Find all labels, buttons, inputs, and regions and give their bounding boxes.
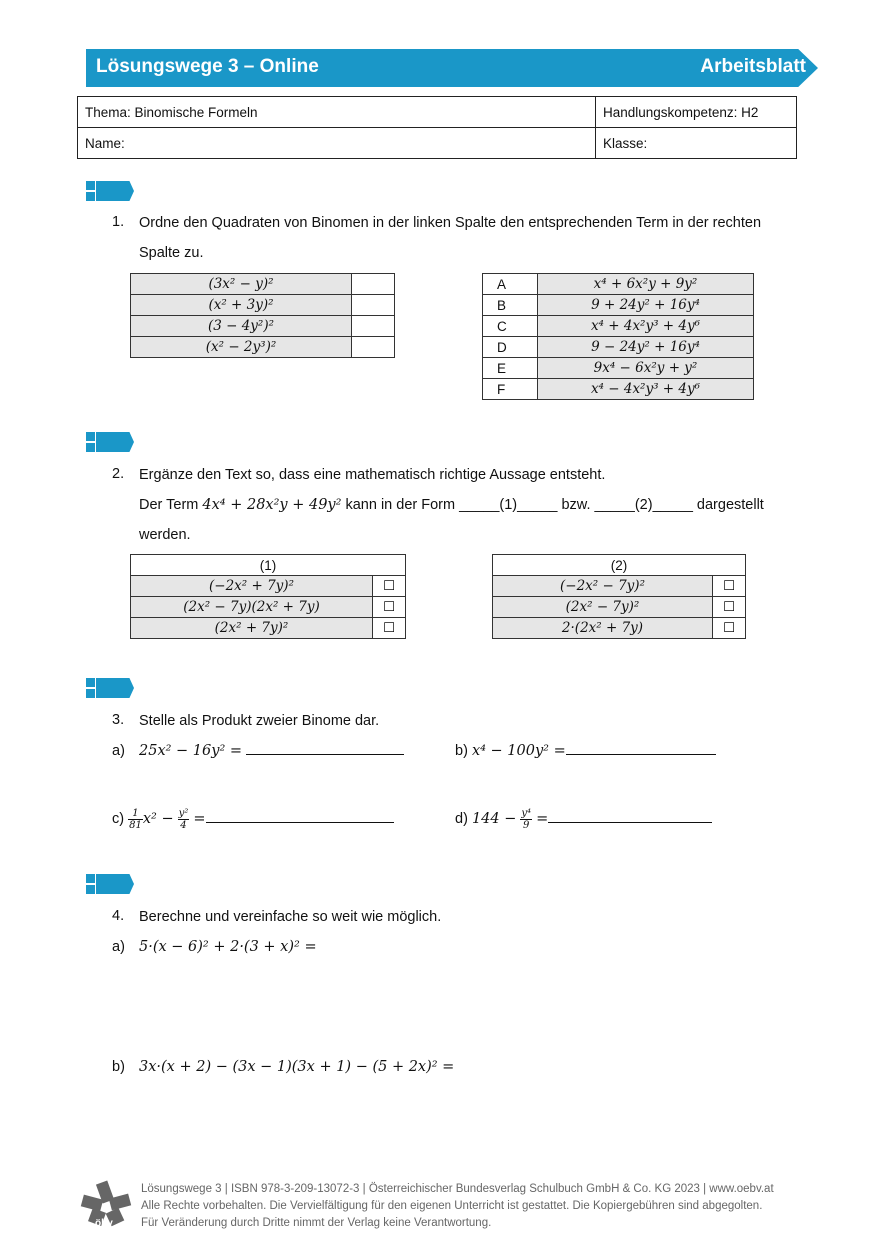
binomial-term: (x² + 3y)²: [131, 295, 352, 316]
topic-cell: Thema: Binomische Formeln: [78, 97, 596, 128]
answer-line[interactable]: [246, 754, 404, 755]
q1-left-table: [130, 273, 395, 358]
subtask-label: d): [455, 811, 468, 827]
checkbox[interactable]: ☐: [373, 597, 406, 618]
given-term: 4x⁴ + 28x²y + 49y²: [202, 497, 342, 513]
choice-term: 2·(2x² + 7y): [493, 618, 713, 639]
subtask-a: [139, 736, 404, 766]
option-term: 9 + 24y² + 16y⁴: [538, 295, 754, 316]
answer-line[interactable]: [206, 822, 394, 823]
subtask-label: b): [455, 743, 468, 759]
answer-cell[interactable]: [352, 295, 395, 316]
competence-cell: Handlungskompetenz: H2: [596, 97, 797, 128]
header-doc-type: Arbeitsblatt: [700, 56, 806, 77]
question-text: [139, 460, 829, 550]
subtask-c: [112, 804, 394, 834]
question-text: [139, 208, 819, 268]
choice-term: (2x² − 7y)(2x² + 7y): [131, 597, 373, 618]
table-header: (2): [493, 555, 746, 576]
checkbox[interactable]: ☐: [713, 618, 746, 639]
checkbox[interactable]: ☐: [713, 576, 746, 597]
table-header: (1): [131, 555, 406, 576]
question-number: 1.: [112, 214, 125, 230]
footer-line: Lösungswege 3 | ISBN 978-3-209-13072-3 | Österreichischer Bundesverlag Schulbuch GmbH & Co. KG 2023 | www.oebv.at: [141, 1183, 774, 1195]
answer-cell[interactable]: [352, 316, 395, 337]
equals-sign: =: [193, 811, 206, 827]
task-term: 3x·(x + 2) − (3x − 1)(3x + 1) − (5 + 2x)² =: [139, 1059, 455, 1075]
checkbox[interactable]: ☐: [713, 597, 746, 618]
q2-table-2: [492, 554, 746, 639]
section-marker-1: [86, 181, 138, 201]
option-letter: C: [483, 316, 538, 337]
footer-line: Für Veränderung durch Dritte nimmt der Verlag keine Verantwortung.: [141, 1217, 492, 1229]
choice-term: (−2x² − 7y)²: [493, 576, 713, 597]
subtask-d: [455, 804, 712, 834]
section-marker-3: [86, 678, 138, 698]
checkbox[interactable]: ☐: [373, 576, 406, 597]
option-term: 9x⁴ − 6x²y + y²: [538, 358, 754, 379]
checkbox[interactable]: ☐: [373, 618, 406, 639]
q1-right-table: [482, 273, 754, 400]
question-text-line: Ergänze den Text so, dass eine mathematisch richtige Aussage entsteht.: [139, 467, 606, 483]
subtask-label: a): [112, 939, 125, 955]
option-term: x⁴ + 6x²y + 9y²: [538, 274, 754, 295]
answer-cell[interactable]: [352, 274, 395, 295]
question-number: 4.: [112, 908, 125, 924]
answer-cell[interactable]: [352, 337, 395, 358]
class-field[interactable]: Klasse:: [596, 128, 797, 159]
option-term: x⁴ − 4x²y³ + 4y⁶: [538, 379, 754, 400]
option-letter: B: [483, 295, 538, 316]
term-prefix: Der Term: [139, 497, 199, 513]
name-field[interactable]: Name:: [78, 128, 596, 159]
fraction: $\frac{\text{y²}}{4}$: [178, 807, 189, 831]
option-letter: E: [483, 358, 538, 379]
choice-term: (−2x² + 7y)²: [131, 576, 373, 597]
task-term: x⁴ − 100y² =: [471, 743, 566, 759]
logo-text: öbv: [95, 1218, 113, 1229]
question-text-line: werden.: [139, 527, 191, 543]
fraction: $\frac{1}{81}$: [129, 807, 142, 831]
equals-sign: =: [536, 811, 549, 827]
oebv-logo: [80, 1180, 132, 1230]
q2-table-1: [130, 554, 406, 639]
question-number: 2.: [112, 466, 125, 482]
option-term: x⁴ + 4x²y³ + 4y⁶: [538, 316, 754, 337]
choice-term: (2x² + 7y)²: [131, 618, 373, 639]
question-text: Stelle als Produkt zweier Binome dar.: [139, 713, 380, 729]
subtask-b: [455, 736, 716, 766]
answer-line[interactable]: [566, 754, 716, 755]
subtask-label: a): [112, 743, 125, 759]
option-letter: D: [483, 337, 538, 358]
binomial-term: (3x² − y)²: [131, 274, 352, 295]
task-term: 5·(x − 6)² + 2·(3 + x)² =: [139, 939, 317, 955]
question-text-line: [139, 490, 829, 520]
subtask-label: b): [112, 1059, 125, 1075]
task-term: 144 −: [471, 811, 517, 827]
answer-line[interactable]: [548, 822, 712, 823]
question-text-line: Ordne den Quadraten von Binomen in der linken Spalte den entsprechenden Term in der rechten: [139, 215, 762, 231]
task-term: 25x² − 16y² =: [139, 743, 243, 759]
binomial-term: (x² − 2y³)²: [131, 337, 352, 358]
header-title: Lösungswege 3 – Online: [96, 56, 319, 77]
question-text-line: Spalte zu.: [139, 245, 204, 261]
fraction: $\frac{\text{y⁴}}{9}$: [521, 807, 532, 831]
question-text: Berechne und vereinfache so weit wie möglich.: [139, 909, 442, 925]
footer: [141, 1181, 774, 1232]
question-number: 3.: [112, 712, 125, 728]
section-marker-2: [86, 432, 138, 452]
term-suffix: kann in der Form _____(1)_____ bzw. _____(2)_____ dargestellt: [345, 497, 764, 513]
option-letter: F: [483, 379, 538, 400]
subtask-label: c): [112, 811, 125, 827]
choice-term: (2x² − 7y)²: [493, 597, 713, 618]
option-term: 9 − 24y² + 16y⁴: [538, 337, 754, 358]
footer-line: Alle Rechte vorbehalten. Die Vervielfältigung für den eigenen Unterricht ist gestattet. Die Kopiergebühren sind abgegolten.: [141, 1200, 763, 1212]
task-term: x² −: [142, 811, 174, 827]
binomial-term: (3 − 4y²)²: [131, 316, 352, 337]
info-table: [77, 96, 797, 159]
option-letter: A: [483, 274, 538, 295]
section-marker-4: [86, 874, 138, 894]
